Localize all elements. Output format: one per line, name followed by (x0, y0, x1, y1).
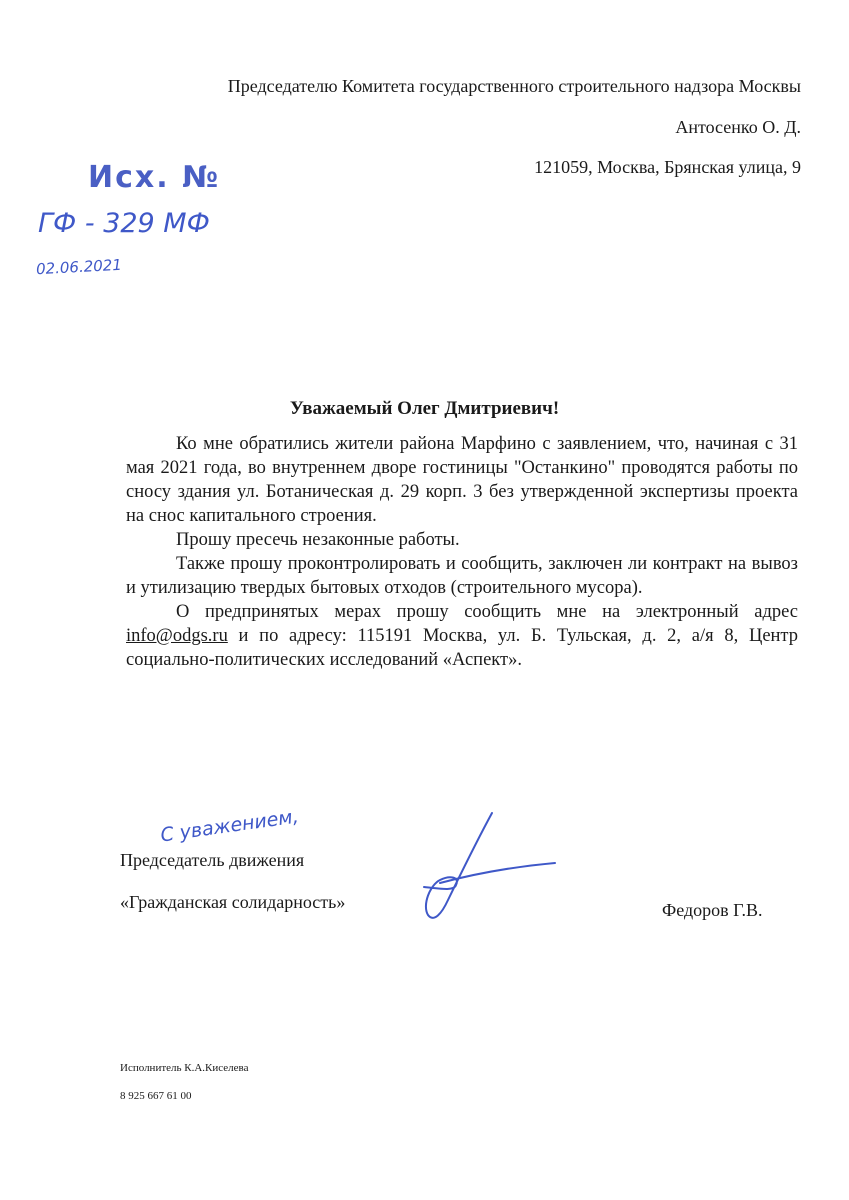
paragraph-1: Ко мне обратились жители района Марфино с заявлением, что, начиная с 31 мая 2021 года, во внутреннем дворе гостиницы "Останкино" проводятся работы по сносу здания ул. Ботаническая д. 29 корп. 3 без утвержденной экспертизы проекта на снос капитального строения. (126, 434, 798, 526)
executor: Исполнитель К.А.Киселева (120, 1062, 249, 1074)
outgoing-number: ГФ - 329 МФ (38, 208, 210, 239)
email-link[interactable]: info@odgs.ru (126, 626, 228, 646)
salutation: Уважаемый Олег Дмитриевич! (289, 398, 560, 419)
signature-scribble (410, 805, 570, 925)
handwritten-regards: С уважением, (159, 805, 300, 847)
signer-position-line1: Председатель движения (120, 850, 305, 870)
paragraph-2: Прошу пресечь незаконные работы. (176, 530, 460, 550)
letter-body (126, 432, 798, 672)
signer-name: Федоров Г.В. (662, 900, 763, 920)
paragraph-4-start: О предпринятых мерах прошу сообщить мне на электронный адрес (176, 602, 798, 622)
outgoing-date: 02.06.2021 (35, 255, 123, 279)
paragraph-4 (126, 600, 798, 672)
recipient-name: Антосенко О. Д. (675, 117, 801, 137)
paragraph-3: Также прошу проконтролировать и сообщить, заключен ли контракт на вывоз и утилизацию твердых бытовых отходов (строительного мусора). (126, 554, 798, 598)
recipient-address: 121059, Москва, Брянская улица, 9 (534, 157, 801, 177)
recipient-title: Председателю Комитета государственного строительного надзора Москвы (227, 76, 801, 96)
executor-phone: 8 925 667 61 00 (120, 1090, 192, 1102)
outgoing-number-stamp: Исх. № (88, 160, 221, 195)
signer-position-line2: «Гражданская солидарность» (120, 892, 346, 912)
paragraph-4-end: и по адресу: 115191 Москва, ул. Б. Тульская, д. 2, а/я 8, Центр социально-политических исследований «Аспект». (126, 626, 798, 670)
